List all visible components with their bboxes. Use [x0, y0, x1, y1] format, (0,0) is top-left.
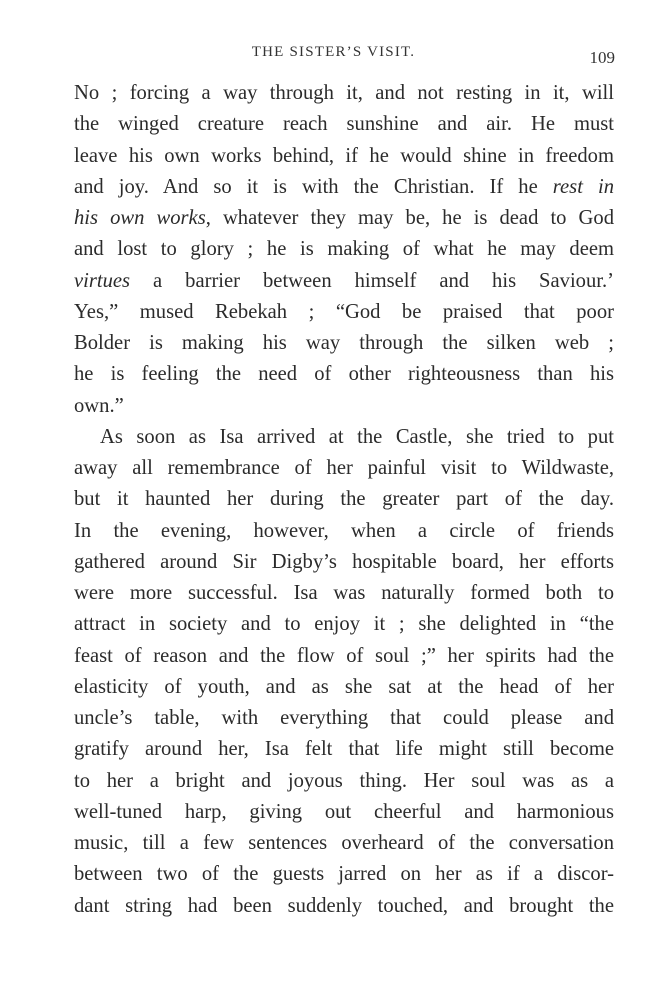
line-text: leave his own works behind, if he would shine in freedom — [74, 144, 614, 167]
text-line — [74, 734, 614, 765]
text-line — [74, 641, 614, 672]
line-text: but it haunted her during the greater part of the day. — [74, 488, 614, 511]
line-text: dant string had been suddenly touched, and brought the — [74, 894, 614, 917]
line-text: attract in society and to enjoy it ; she delighted in “the — [74, 613, 614, 636]
line-text: Yes,” mused Rebekah ; “God be praised that poor — [74, 300, 614, 323]
line-text: No ; forcing a way through it, and not resting in it, will — [74, 82, 614, 104]
text-line — [74, 328, 614, 359]
text-line — [74, 516, 614, 547]
page-number: 109 — [589, 48, 615, 67]
text-line — [74, 609, 614, 640]
text-line — [74, 891, 614, 922]
text-line — [74, 453, 614, 484]
body-text — [74, 78, 614, 922]
line-text: the winged creature reach sunshine and air. He must — [74, 113, 614, 136]
line-text: music, till a few sentences overheard of the conversation — [74, 832, 614, 854]
text-line — [74, 141, 614, 172]
text-line — [74, 484, 614, 515]
line-text: own.” — [74, 394, 124, 417]
line-text: and lost to glory ; he is making of what he may deem — [74, 238, 614, 261]
text-line — [74, 78, 614, 109]
line-text: gathered around Sir Digby’s hospitable board, her efforts — [74, 550, 614, 573]
line-text: were more successful. Isa was naturally formed both to — [74, 582, 614, 604]
line-text: between two of the guests jarred on her as if a discor- — [74, 863, 614, 886]
text-line — [74, 828, 614, 859]
line-text: to her a bright and joyous thing. Her soul was as a — [74, 769, 614, 792]
line-text: and joy. And so it is with the Christian. If he — [74, 175, 553, 198]
text-line — [74, 422, 614, 453]
text-line — [74, 859, 614, 890]
running-title: THE SISTER’S VISIT. — [251, 44, 416, 60]
text-line — [74, 234, 614, 265]
text-line — [74, 703, 614, 734]
text-line — [74, 203, 614, 234]
line-text: As soon as Isa arrived at the Castle, she tried to put — [100, 425, 614, 448]
text-line — [74, 672, 614, 703]
line-text: elasticity of youth, and as she sat at the head of her — [74, 675, 614, 698]
text-line — [74, 391, 614, 422]
text-line — [74, 359, 614, 390]
text-line — [74, 266, 614, 297]
line-text: gratify around her, Isa felt that life might still become — [74, 738, 614, 761]
line-text: , whatever they may be, he is dead to God — [205, 207, 614, 229]
text-line — [74, 766, 614, 797]
line-text: In the evening, however, when a circle of friends — [74, 519, 614, 542]
italic-text: rest in — [552, 175, 614, 198]
text-line — [74, 578, 614, 609]
text-line — [74, 297, 614, 328]
text-line — [74, 797, 614, 828]
italic-text: his own works — [74, 207, 206, 229]
line-text: away all remembrance of her painful visit to Wildwaste, — [74, 457, 614, 479]
text-line — [74, 109, 614, 140]
line-text: feast of reason and the flow of soul ;” her spirits had the — [74, 644, 614, 667]
line-text: he is feeling the need of other righteousness than his — [74, 363, 614, 386]
line-text: a barrier between himself and his Saviour.’ — [130, 269, 614, 292]
line-text: Bolder is making his way through the silken web ; — [74, 332, 614, 354]
line-text: well-tuned harp, giving out cheerful and harmonious — [74, 800, 614, 823]
italic-text: virtues — [74, 269, 131, 292]
text-line — [74, 547, 614, 578]
line-text: uncle’s table, with everything that could please and — [74, 707, 614, 729]
text-line — [74, 172, 614, 203]
